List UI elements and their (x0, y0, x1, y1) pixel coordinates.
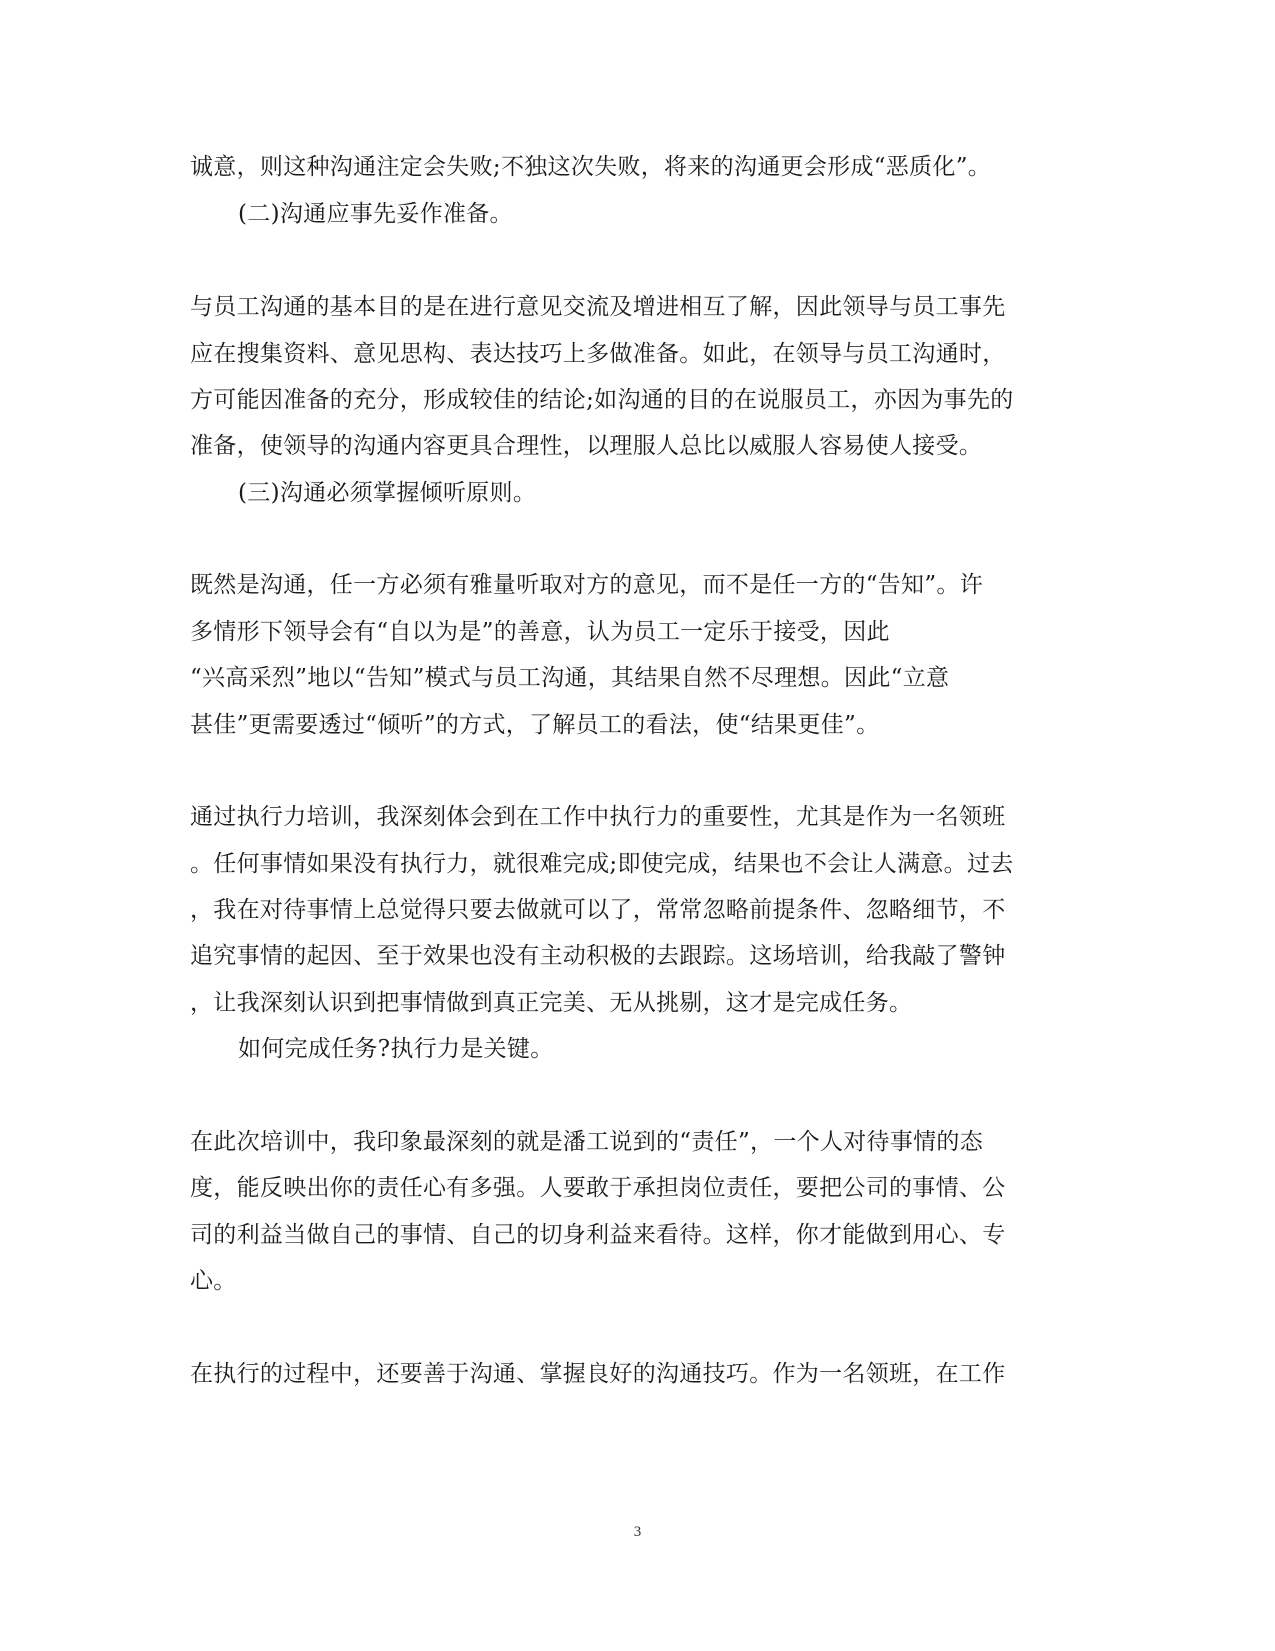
text-line: 甚佳”更需要透过“倾听”的方式，了解员工的看法，使“结果更佳”。 (190, 712, 880, 738)
text-line: 诚意，则这种沟通注定会失败;不独这次失败，将来的沟通更会形成“恶质化”。 (190, 154, 992, 180)
text-line: ，我在对待事情上总觉得只要去做就可以了，常常忽略前提条件、忽略细节，不 (190, 897, 1006, 923)
text-line: 如何完成任务?执行力是关键。 (238, 1036, 554, 1062)
text-line: ，让我深刻认识到把事情做到真正完美、无从挑剔，这才是完成任务。 (190, 990, 913, 1016)
text-line: 心。 (190, 1268, 237, 1294)
text-line: 司的利益当做自己的事情、自己的切身利益来看待。这样，你才能做到用心、专 (190, 1222, 1006, 1248)
section-heading: (二)沟通应事先妥作准备。 (238, 201, 513, 227)
text-line: 。任何事情如果没有执行力，就很难完成;即使完成，结果也不会让人满意。过去 (190, 851, 1014, 877)
text-line: 度，能反映出你的责任心有多强。人要敢于承担岗位责任，要把公司的事情、公 (190, 1175, 1006, 1201)
text-line: 追究事情的起因、至于效果也没有主动积极的去跟踪。这场培训，给我敲了警钟 (190, 943, 1006, 969)
page-number: 3 (633, 1524, 642, 1540)
text-line: “兴高采烈”地以“告知”模式与员工沟通，其结果自然不尽理想。因此“立意 (190, 665, 950, 691)
text-line: 准备，使领导的沟通内容更具合理性，以理服人总比以威服人容易使人接受。 (190, 433, 983, 459)
text-line: 在此次培训中，我印象最深刻的就是潘工说到的“责任”，一个人对待事情的态 (190, 1129, 984, 1155)
text-line: 应在搜集资料、意见思构、表达技巧上多做准备。如此，在领导与员工沟通时， (190, 341, 1006, 367)
text-line: 多情形下领导会有“自以为是”的善意，认为员工一定乐于接受，因此 (190, 619, 890, 645)
section-heading: (三)沟通必须掌握倾听原则。 (238, 480, 537, 506)
text-line: 通过执行力培训，我深刻体会到在工作中执行力的重要性，尤其是作为一名领班 (190, 804, 1006, 830)
text-line: 既然是沟通，任一方必须有雅量听取对方的意见，而不是任一方的“告知”。许 (190, 572, 984, 598)
text-line: 在执行的过程中，还要善于沟通、掌握良好的沟通技巧。作为一名领班，在工作 (190, 1361, 1006, 1387)
text-line: 方可能因准备的充分，形成较佳的结论;如沟通的目的在说服员工，亦因为事先的 (190, 387, 1014, 413)
text-line: 与员工沟通的基本目的是在进行意见交流及增进相互了解，因此领导与员工事先 (190, 294, 1006, 320)
